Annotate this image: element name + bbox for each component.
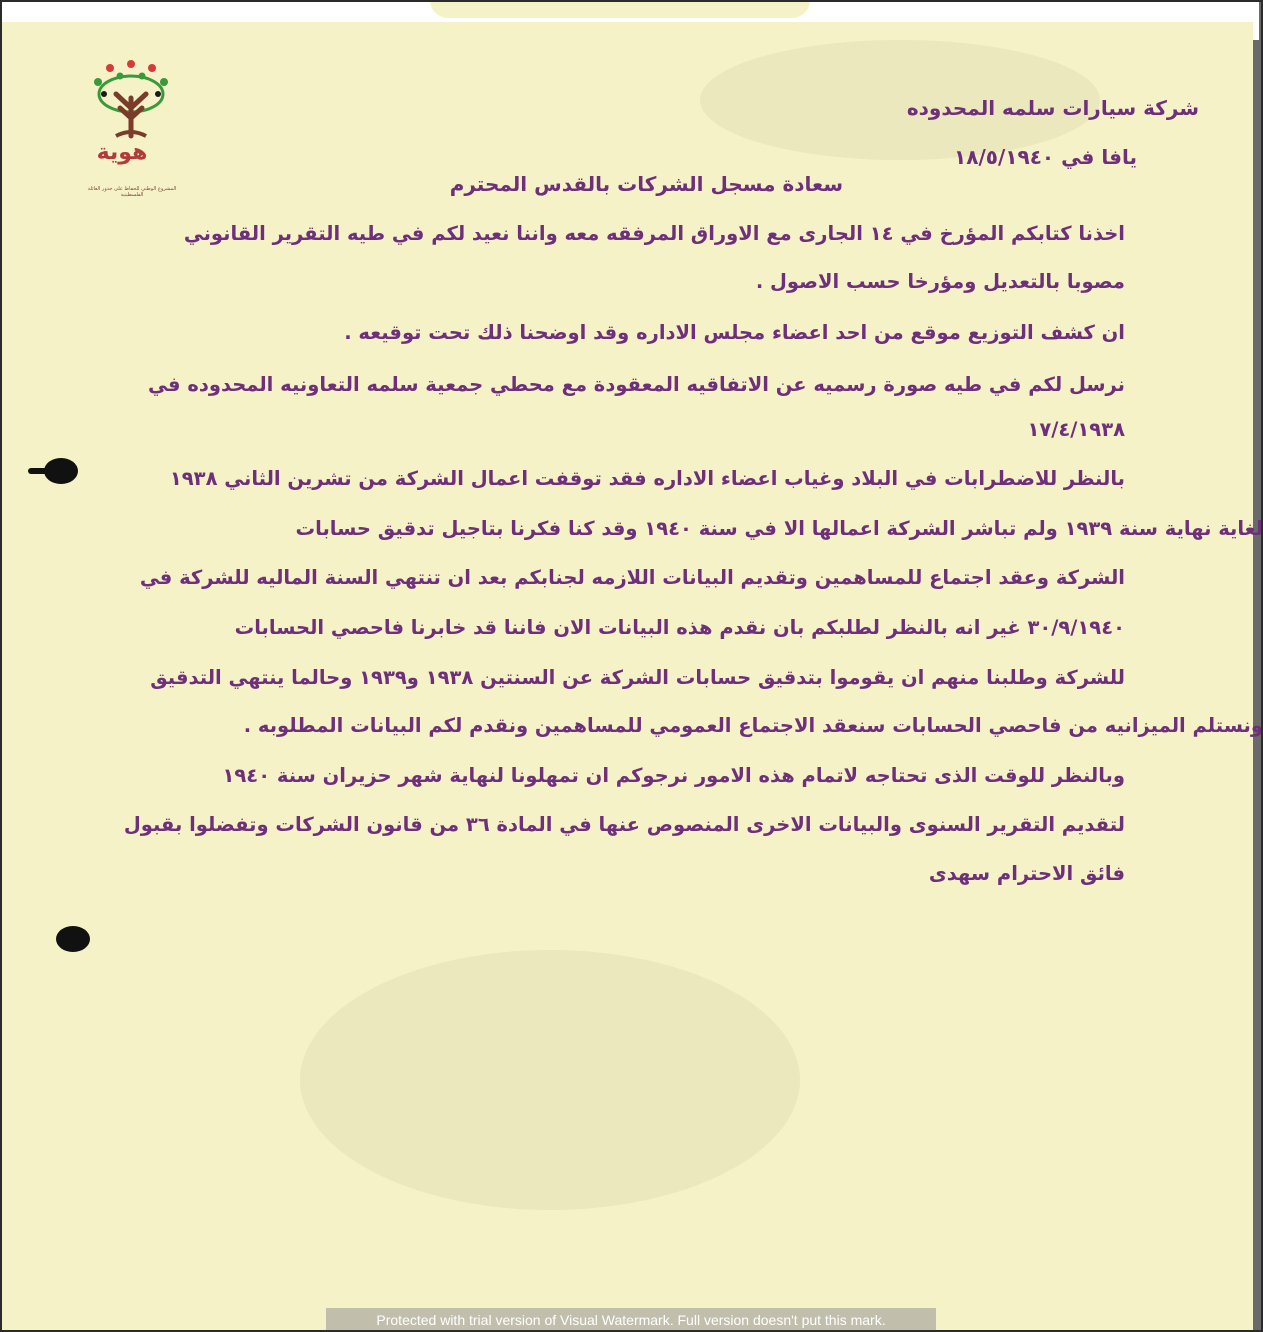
body-line: لغاية نهاية سنة ١٩٣٩ ولم تباشر الشركة اعمالها الا في سنة ١٩٤٠ وقد كنا فكرنا بتاجيل تدقيق حسابات [295, 517, 1263, 540]
punch-hole [44, 458, 78, 484]
scan-right-border [1253, 0, 1263, 1332]
letter-date: يافا في ١٨/٥/١٩٤٠ [954, 145, 1137, 169]
salutation: سعادة مسجل الشركات بالقدس المحترم [449, 172, 843, 196]
body-line: نرسل لكم في طيه صورة رسميه عن الاتفاقيه المعقودة مع محطي جمعية سلمه التعاونيه المحدوده في [148, 373, 1125, 396]
closing-line: فائق الاحترام سهدى [928, 862, 1125, 885]
scan-right-corner [1253, 0, 1259, 40]
body-line: ٣٠/٩/١٩٤٠ غير انه بالنظر لطلبكم بان نقدم هذه البيانات الان فاننا قد خابرنا فاحصي الحسابات [234, 616, 1125, 639]
body-line: ان كشف التوزيع موقع من احد اعضاء مجلس الاداره وقد اوضحنا ذلك تحت توقيعه . [344, 321, 1125, 344]
logo-wordmark: هوية [96, 140, 148, 165]
body-line: ١٧/٤/١٩٣٨ [1027, 418, 1125, 441]
body-line: مصوبا بالتعديل ومؤرخا حسب الاصول . [755, 270, 1125, 293]
paper-stain [300, 950, 800, 1210]
body-line: بالنظر للاضطرابات في البلاد وغياب اعضاء الاداره فقد توقفت اعمال الشركة من تشرين الثاني ١٩٣٨ [169, 467, 1125, 490]
logo-subtitle: المشروع الوطني للحفاظ على جذور العائلة الفلسطينية [87, 186, 177, 198]
punch-hole [56, 926, 90, 952]
body-line: للشركة وطلبنا منهم ان يقوموا بتدقيق حسابات الشركة عن السنتين ١٩٣٨ و١٩٣٩ وحالما ينتهي التدقيق [150, 666, 1125, 689]
body-line: ونستلم الميزانيه من فاحصي الحسابات سنعقد الاجتماع العمومي للمساهمين ونقدم لكم البيانات المطلوبه . [243, 714, 1263, 737]
tree-logo-icon [86, 58, 176, 198]
company-name: شركة سيارات سلمه المحدوده [906, 96, 1199, 120]
paper-top-notch [430, 0, 810, 18]
body-line: لتقديم التقرير السنوى والبيانات الاخرى المنصوص عنها في المادة ٣٦ من قانون الشركات وتفضلوا بقبول [123, 813, 1125, 836]
body-line: وبالنظر للوقت الذى تحتاجه لاتمام هذه الامور نرجوكم ان تمهلونا لنهاية شهر حزيران سنة ١٩٤٠ [222, 764, 1125, 787]
trial-watermark-banner: Protected with trial version of Visual Watermark. Full version doesn't put this mark. [326, 1308, 936, 1332]
body-line: الشركة وعقد اجتماع للمساهمين وتقديم البيانات اللازمه لجنابكم بعد ان تنتهي السنة الماليه للشركة في [139, 566, 1125, 589]
body-line: اخذنا كتابكم المؤرخ في ١٤ الجارى مع الاوراق المرفقه معه واننا نعيد لكم في طيه التقرير القانوني [183, 222, 1125, 245]
